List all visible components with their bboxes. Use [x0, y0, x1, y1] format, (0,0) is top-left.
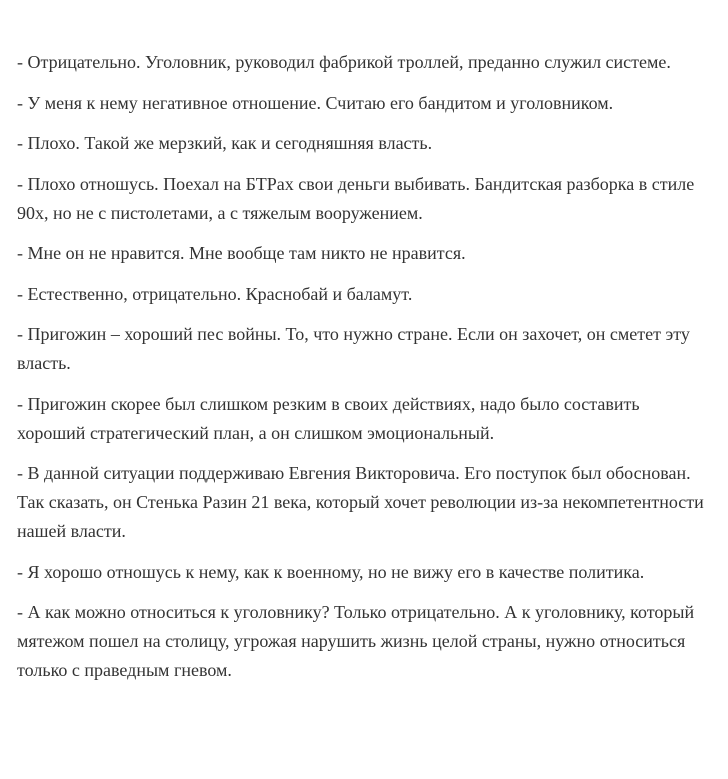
paragraph: - Отрицательно. Уголовник, руководил фабрикой троллей, преданно служил системе. — [17, 52, 671, 72]
paragraph: - Я хорошо отношусь к нему, как к военному, но не вижу его в качестве политика. — [17, 561, 645, 582]
paragraph: - В данной ситуации поддерживаю Евгения Викторовича. Его поступок был обоснован. Так сказать, он Стенька Разин 21 века, который хочет революции из-за некомпетентности нашей власти. — [17, 463, 704, 541]
article-body — [17, 48, 705, 697]
paragraph: - Мне он не нравится. Мне вообще там никто не нравится. — [17, 243, 466, 263]
paragraph: - Плохо. Такой же мерзкий, как и сегодняшняя власть. — [17, 133, 433, 153]
paragraph: - У меня к нему негативное отношение. Считаю его бандитом и уголовником. — [17, 92, 614, 113]
paragraph: - Пригожин – хороший пес войны. То, что нужно стране. Если он захочет, он сметет эту власть. — [17, 324, 690, 373]
paragraph: - Плохо отношусь. Поехал на БТРах свои деньги выбивать. Бандитская разборка в стиле 90х, но не с пистолетами, а с тяжелым вооружением. — [17, 173, 695, 223]
paragraph: - Естественно, отрицательно. Краснобай и баламут. — [17, 283, 413, 304]
paragraph: - А как можно относиться к уголовнику? Только отрицательно. А к уголовнику, который мятежом пошел на столицу, угрожая нарушить жизнь целой страны, нужно относиться только с праведным гневом. — [17, 602, 695, 680]
paragraph: - Пригожин скорее был слишком резким в своих действиях, надо было составить хороший стратегический план, а он слишком эмоциональный. — [17, 393, 640, 443]
